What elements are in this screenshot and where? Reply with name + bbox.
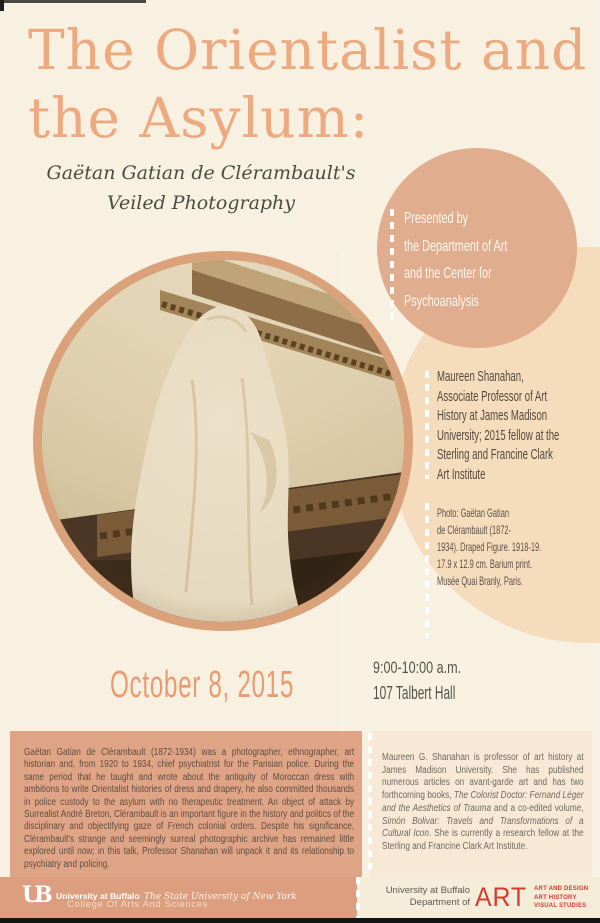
dashed-divider (425, 503, 429, 638)
presented-line: and the Center for (404, 265, 492, 282)
scan-artifact (0, 0, 4, 11)
art-dept-line: Department of (409, 896, 470, 908)
presented-by-circle (377, 148, 577, 348)
subtitle-line-1: Gaëtan Gatian de Clérambault's (46, 162, 356, 184)
dashed-divider (425, 371, 429, 479)
speaker-line: History at James Madison (437, 408, 548, 424)
caption-line: Musée Quai Branly, Paris. (437, 574, 523, 588)
art-dept-line: University at Buffalo (385, 885, 470, 896)
draped-figure-illustration (42, 260, 404, 622)
poster-subtitle (40, 158, 362, 218)
ub-suny-label: The State University of New York (144, 892, 297, 902)
ub-footer-bar (0, 877, 357, 918)
presented-by-text (404, 205, 507, 315)
presented-line: the Department of Art (404, 237, 508, 255)
art-wordmark: ART (475, 882, 527, 912)
shanahan-bio-text: Maureen G. Shanahan is professor of art history at James Madison University. She has published numerous articles on avant-garde art and has two forthcoming books, The Colorist Doctor: Fernand Léger and the Aesthetics of Trauma and a co-edited volume, Simón Bolivar: Travels and Transformations of a Cultural Icon. She is currently a research fellow at the Sterling and Francine Clark Art Institute. (382, 752, 584, 852)
shanahan-bio-block (370, 731, 592, 877)
clerambault-bio-text: Gaëtan Gatian de Clérambault (1872-1934) was a photographer, ethnographer, art historian and, from 1920 to 1934, chief psychiatrist for the Parisian police. During the same period that he taught and wrote about the antiquity of Moroccan dress with ambitions to write Orientalist histories of dress and drapery, he also committed thousands in police custody to the asylum with no therapeutic treatment. An object of attack by Surrealist André Breton, Clérambault is an important figure in the history and politics of the disciplinary and objectifying gaze of French colonial orders. Despite his significance, Clérambault's strange and seemingly surreal photographic archive has remained little explored until now; in this talk, Professor Shanahan will unpack it and its relationship to psychiatry and policing. (24, 747, 355, 870)
art-dept-label (352, 885, 470, 908)
poster-title (28, 16, 587, 152)
caption-line: 1934). Draped Figure. 1918-19. (437, 540, 542, 554)
scan-edge (0, 0, 146, 3)
ub-logo-icon: UB (22, 882, 46, 908)
presented-line: Presented by (404, 210, 469, 227)
draped-figure-photo (33, 251, 413, 631)
art-area-line: ART AND DESIGN (534, 886, 589, 892)
speaker-line: Sterling and Francine Clark (437, 447, 553, 463)
photo-vignette (42, 260, 404, 622)
ub-university-label: University at Buffalo (56, 891, 140, 901)
event-date: October 8, 2015 (110, 664, 295, 706)
title-line-1: The Orientalist and (28, 18, 588, 82)
speaker-line: Maureen Shanahan, (437, 369, 524, 385)
photo-caption (437, 505, 541, 590)
speaker-line: Art Institute (437, 466, 486, 483)
speaker-info (437, 368, 559, 485)
presented-line: Psychoanalysis (404, 292, 479, 310)
dashed-divider (390, 209, 394, 327)
ub-college-label: College Of Arts And Sciences (67, 899, 208, 910)
caption-line: 17.9 x 12.9 cm. Barium print. (437, 557, 533, 571)
art-area-line: VISUAL STUDIES (534, 903, 587, 909)
dashed-divider (368, 733, 372, 875)
subtitle-line-2: Veiled Photography (106, 192, 296, 214)
clerambault-bio-block (10, 731, 362, 877)
speaker-line: Associate Professor of Art (437, 388, 548, 405)
scan-edge (0, 918, 600, 923)
event-location: 107 Talbert Hall (373, 683, 456, 703)
title-line-2: the Asylum: (28, 86, 370, 150)
caption-line: de Clérambault (1872- (437, 523, 512, 537)
art-area-line: ART HISTORY (534, 894, 577, 901)
event-time: 9:00-10:00 a.m. (373, 658, 462, 677)
speaker-line: University; 2015 fellow at the (437, 427, 560, 444)
art-dept-areas (534, 885, 588, 911)
caption-line: Photo: Gaëtan Gatian (437, 506, 509, 520)
